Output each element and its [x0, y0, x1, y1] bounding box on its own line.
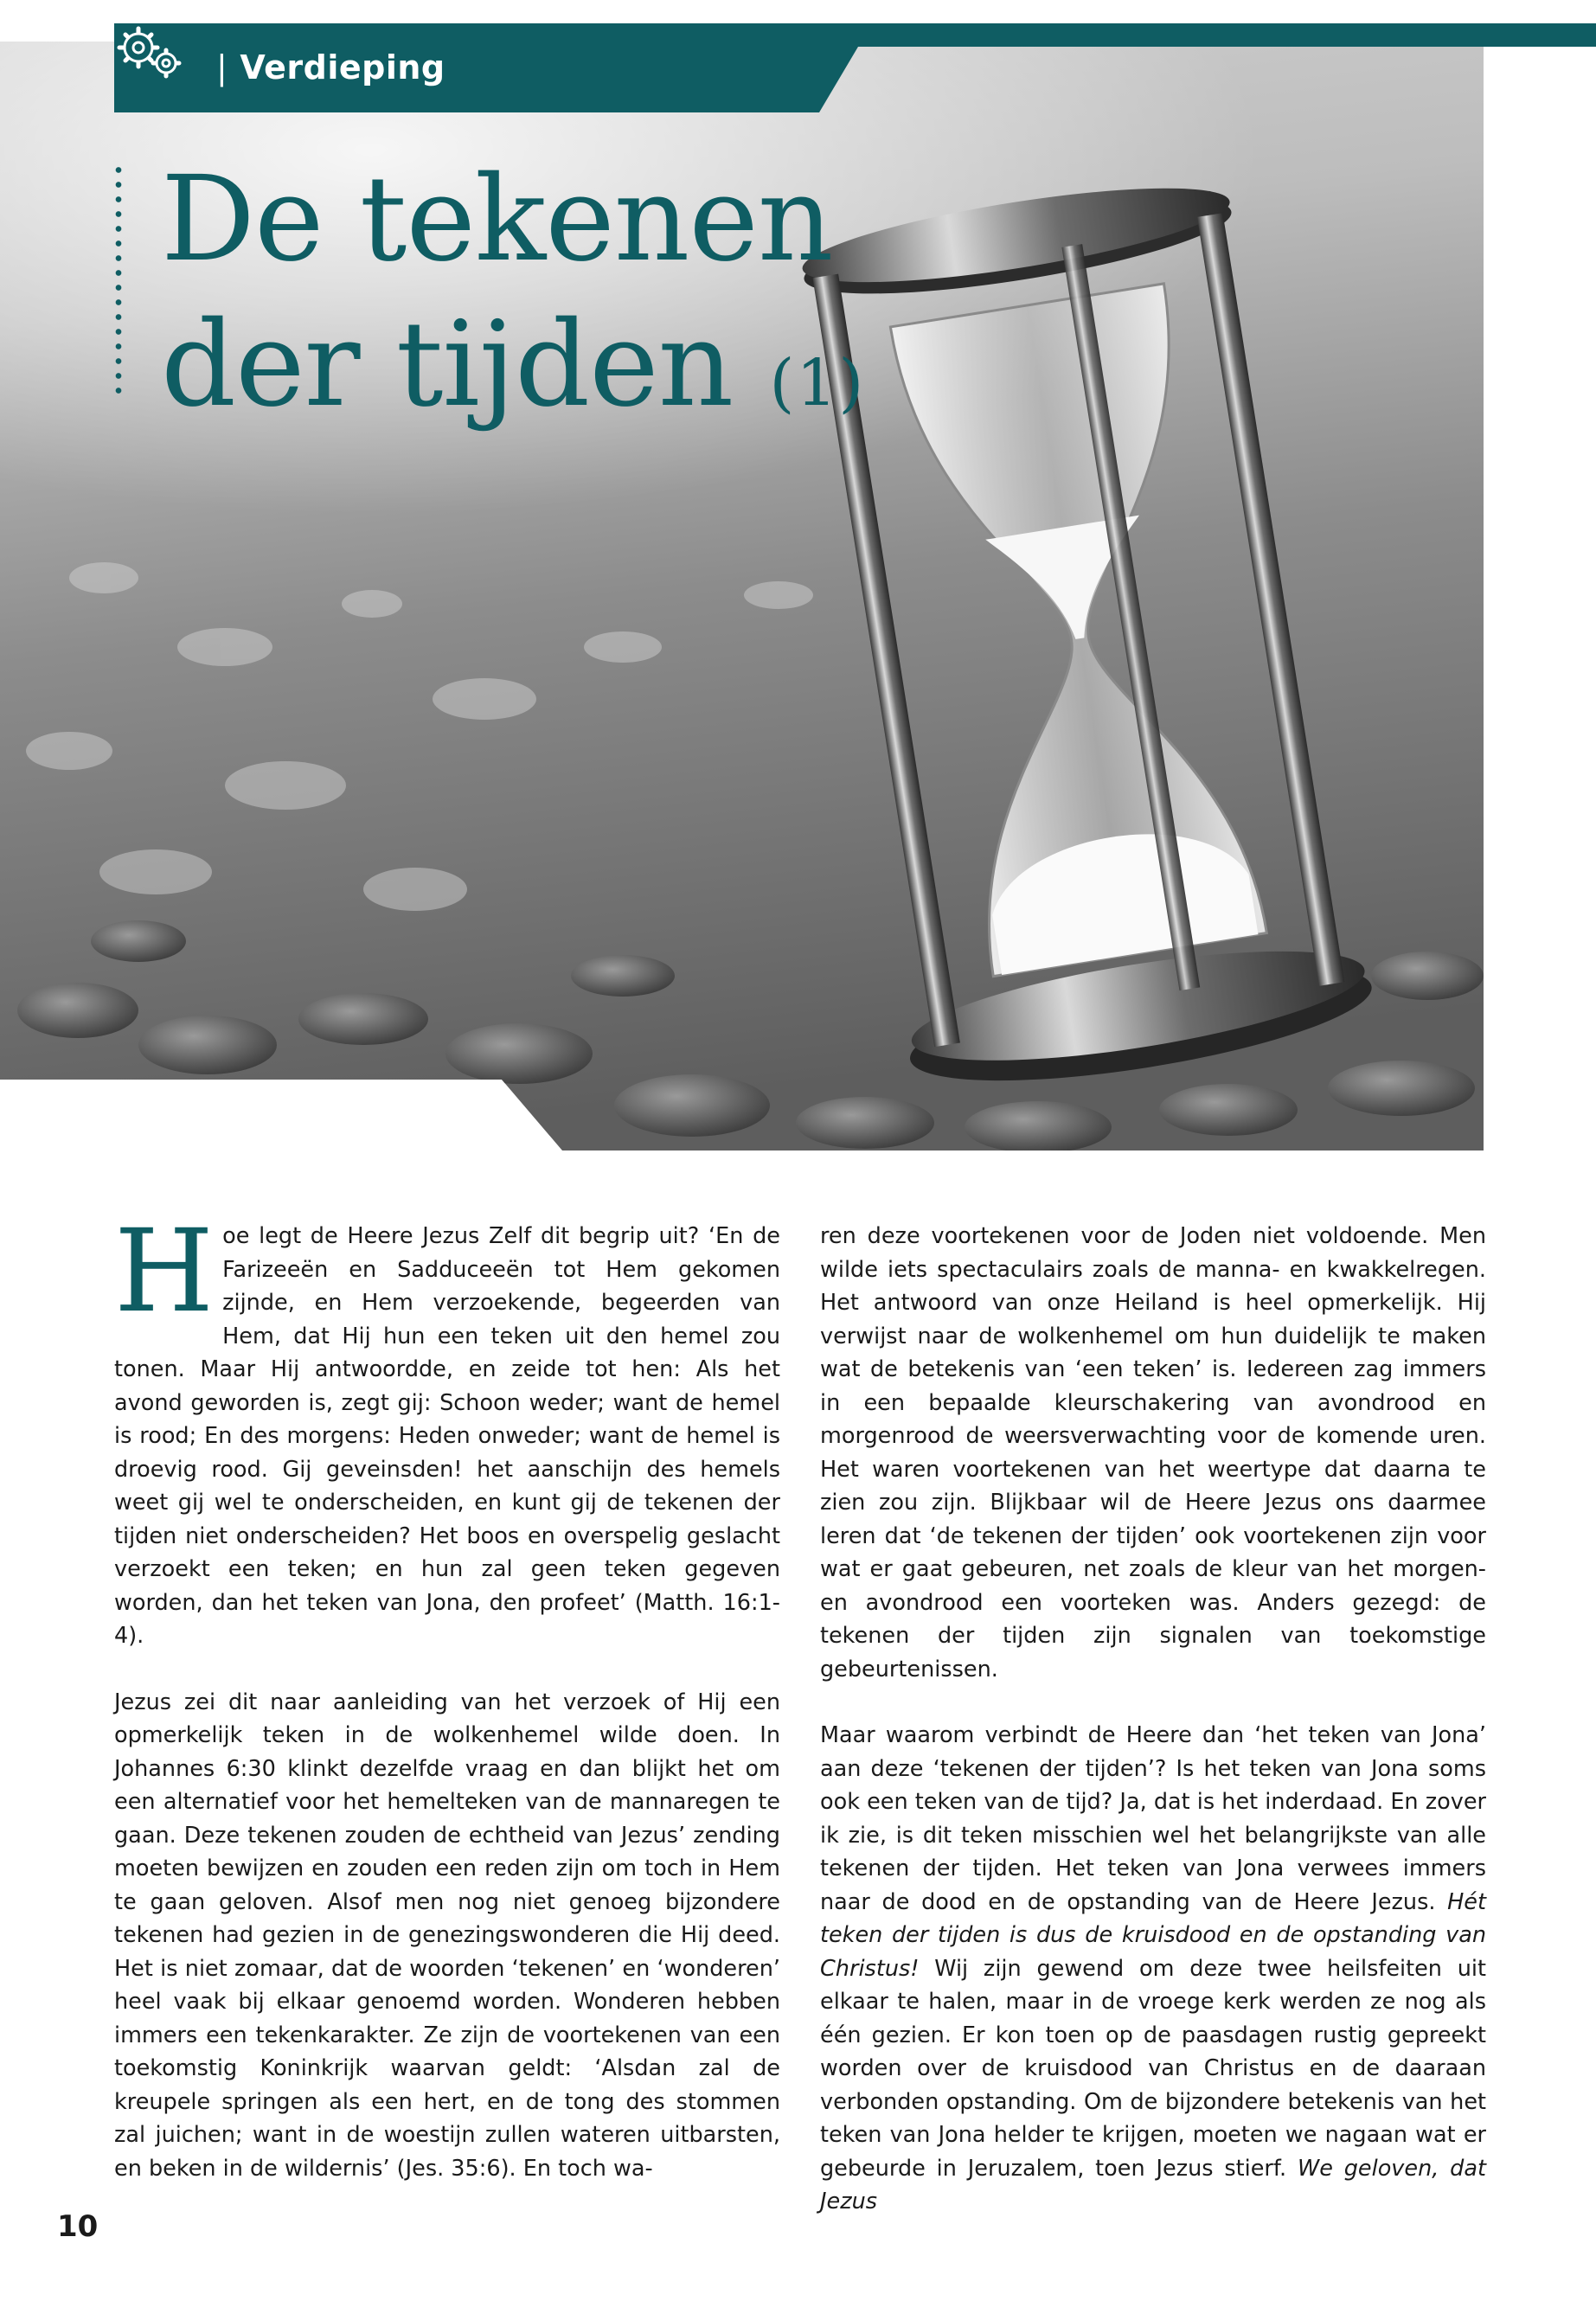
text-column-right	[820, 1220, 1486, 2219]
emphasis-text: Hét teken der tijden is dus de kruisdood en de opstanding van Christus!	[820, 1888, 1486, 1982]
title-line-1: De tekenen	[161, 151, 833, 288]
title-part-number: (1)	[769, 346, 866, 420]
paragraph: ren deze voortekenen voor de Joden niet voldoende. Men wilde iets spectaculairs zoals de manna- en kwakkelregen. Het antwoord van onze Heiland is heel opmerkelijk. Hij verwijst naar de wolkenhemel om hun duidelijk te maken wat de betekenis van ‘een teken’ is. Iedereen zag immers in een bepaalde kleurschakering van avondrood en morgenrood de weersverwachting voor de komende uren. Het waren voortekenen van het weertype dat daarna te zien zou zijn. Blijkbaar wil de Heere Jezus ons daarmee leren dat ‘de tekenen der tijden’ ook voortekenen zijn voor wat er gaat gebeuren, net zoals de kleur van het morgen- en avondrood een voorteken was. Anders gezegd: de tekenen der tijden zijn signalen van toekomstige gebeurtenissen.	[820, 1223, 1486, 1682]
text-column-left	[114, 1205, 780, 2185]
paragraph-text: oe legt de Heere Jezus Zelf dit begrip uit? ‘En de Farizeeën en Sadduceeën tot Hem gekomen zijnde, en Hem verzoekende, begeerden van Hem, dat Hij hun een teken uit den hemel zou tonen. Maar Hij antwoordde, en zeide tot hen: Als het avond geworden is, zegt gij: Schoon weder; want de hemel is rood; En des morgens: Heden onweder; want de hemel is droevig rood. Gij geveinsden! het aanschijn des hemels weet gij wel te onderscheiden, en kunt gij de tekenen der tijden niet onderscheiden? Het boos en overspelig geslacht verzoekt een teken; en hun zal geen teken gegeven worden, dan het teken van Jona, den profeet’ (Matth. 16:1-4).	[114, 1223, 780, 1649]
paragraph: Jezus zei dit naar aanleiding van het verzoek of Hij een opmerkelijk teken in de wolkenhemel wilde doen. In Johannes 6:30 klinkt dezelfde vraag en dan blijkt het om een alternatief voor het hemelteken van de mannaregen te gaan. Deze tekenen zouden de echtheid van Jezus’ zending moeten bewijzen en zouden een reden zijn om toch in Hem te gaan geloven. Alsof men nog niet genoeg bijzondere tekenen had gezien in de genezingswonderen die Hij deed. Het is niet zomaar, dat de woorden ‘tekenen’ en ‘wonderen’ heel vaak bij elkaar genoemd worden. Wonderen hebben immers een tekenkarakter. Ze zijn de voortekenen van een toekomstig Koninkrijk waarvan geldt: ‘Alsdan zal de kreupele springen als een hert, en de tong des stommen zal juichen; want in de woestijn zullen wateren uitbarsten, en beken in de wildernis’ (Jes. 35:6). En toch wa-	[114, 1689, 780, 2182]
paragraph	[114, 1205, 780, 1653]
paragraph-text: Maar waarom verbindt de Heere dan ‘het teken van Jona’ aan deze ‘tekenen der tijden’? Is het teken van Jona soms ook een teken van de tijd? Ja, dat is het inderdaad. En zover ik zie, is dit teken misschien wel het belangrijkste van alle tekenen der tijden. Het teken van Jona verwees immers naar de dood en de opstanding van de Heere Jezus.	[820, 1722, 1486, 1915]
page-number: 10	[57, 2209, 99, 2244]
gears-icon	[114, 23, 183, 80]
paragraph	[820, 1719, 1486, 2219]
emphasis-text: We geloven, dat Jezus	[820, 2155, 1486, 2214]
paragraph-text: Wij zijn gewend om deze twee heilsfeiten uit elkaar te halen, maar in de vroege kerk werden ze nog als één gezien. Er kon toen op de paasdagen rustig gepreekt worden over de kruisdood van Christus en de daaraan verbonden opstanding. Om de bijzondere betekenis van het teken van Jona helder te krijgen, moeten we nagaan wat er gebeurde in Jeruzalem, toen Jezus stierf.	[820, 1955, 1486, 2182]
title-line-2: der tijden	[161, 297, 734, 433]
drop-cap: H	[114, 1205, 215, 1338]
section-label-text: Verdieping	[240, 48, 445, 87]
dotted-divider	[115, 163, 122, 398]
section-header-band	[114, 23, 1596, 112]
section-label: | Verdieping	[216, 48, 445, 87]
article-title	[161, 147, 865, 456]
